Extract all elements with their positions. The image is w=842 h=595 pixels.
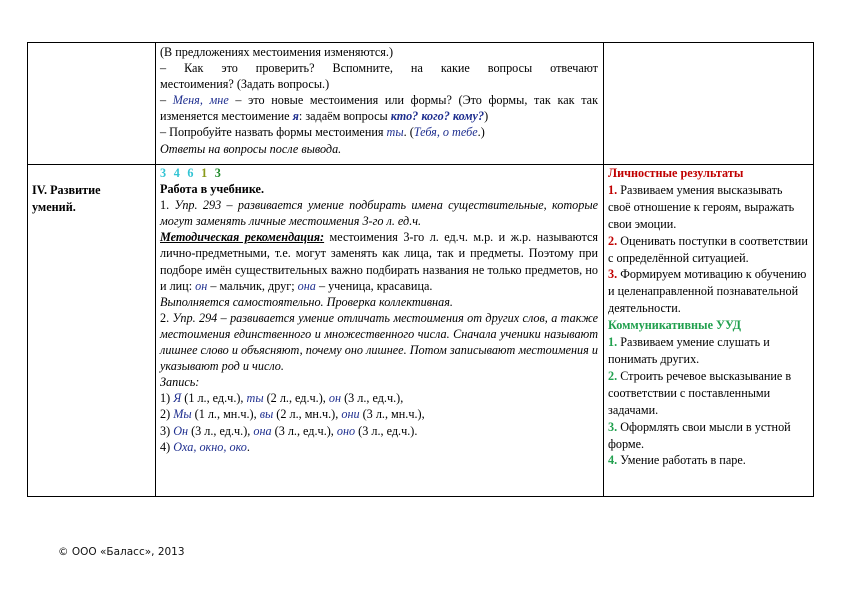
record-line: 2) Мы (1 л., мн.ч.), вы (2 л., мн.ч.), они (3 л., мн.ч.), — [160, 407, 425, 422]
text-line: (В предложениях местоимения изменяются.) — [160, 45, 394, 59]
outcome-item: 2. Оценивать поступки в соответствии с определённой ситуацией. — [608, 233, 808, 265]
outcome-item: 1. Развиваем умение слушать и понимать других. — [608, 335, 770, 366]
personal-results-heading: Личностные результаты — [608, 166, 744, 180]
record-line: 1) Я (1 л., ед.ч.), ты (2 л., ед.ч.), он (3 л., ед.ч.), — [160, 391, 404, 406]
outcome-item: 3. Формируем мотивацию к обучению и целенаправленной познавательной деятельности. — [608, 267, 807, 316]
table-bottom-border — [27, 496, 814, 497]
record-label: Запись: — [160, 375, 200, 390]
table-left-border — [27, 42, 28, 497]
method-note: Методическая рекомендация: местоимения 3-го л. ед.ч. м.р. и ж.р. называются лично-предметными, т.е. могут заменять как лица, так и предметы. Поэтому при подборе имён существительных важно подбирать названия не только предметов, но и лиц: он – мальчик, друг; она – ученица, красавица. — [160, 230, 598, 293]
text-line: – Как это проверить? Вспомните, на какие вопросы отвечают — [160, 61, 598, 76]
communicative-heading: Коммуникативные УУД — [608, 318, 742, 333]
outcome-item: 4. Умение работать в паре. — [608, 453, 746, 468]
top-middle-cell — [160, 44, 598, 157]
try-paragraph: – Попробуйте назвать формы местоимения ты. (Тебя, о тебе.) — [160, 125, 485, 140]
column-divider — [155, 42, 156, 497]
lesson-table — [27, 42, 814, 497]
question-paragraph: – Меня, мне – это новые местоимения или формы? (Это формы, так как так изменяется местоимение я: задаём вопросы кто? кого? кому?) — [160, 93, 598, 124]
column-divider — [603, 42, 604, 497]
pronoun-forms: Меня, мне — [172, 93, 229, 108]
outcome-item: 3. Оформлять свои мысли в устной форме. — [608, 419, 791, 451]
table-top-border — [27, 42, 814, 43]
outcome-item: 2. Строить речевое высказывание в соответствии с поставленными задачами. — [608, 368, 792, 417]
self-work-note: Выполняется самостоятельно. Проверка коллективная. — [160, 294, 453, 309]
exercise-294: 2. Упр. 294 – развивается умение отличать местоимения от других слов, а также местоимения единственного и множественного числа. Сначала ученики называют лишнее слово и объясняют, почему оно лишнее. Потом записывают местоимения и указывают род и число. — [160, 310, 598, 374]
record-line: 3) Он (3 л., ед.ч.), она (3 л., ед.ч.), оно (3 л., ед.ч.). — [160, 423, 418, 438]
copyright-footer: © ООО «Баласс», 2013 — [58, 546, 185, 558]
outcomes-cell — [608, 165, 808, 469]
table-right-border — [813, 42, 814, 497]
answers-note: Ответы на вопросы после вывода. — [160, 141, 342, 156]
record-line: 4) Оха, окно, око. — [160, 439, 250, 454]
outcome-item: 1. Развиваем умения высказывать своё отношение к героям, выражать свои эмоции. — [608, 182, 795, 231]
question-words: кто? кого? кому? — [390, 109, 485, 124]
text-line: местоимения? (Задать вопросы.) — [160, 77, 330, 92]
stage-label: IV. Развитие умений. — [32, 183, 101, 214]
exercise-293: 1. Упр. 293 – развивается умение подбирать имена существительные, которые могут заменять личные местоимения 3-го л. ед.ч. — [160, 198, 599, 229]
section-heading: Работа в учебнике. — [160, 182, 264, 197]
digit-row: 3 4 6 1 3 — [160, 166, 222, 180]
middle-cell — [160, 165, 598, 455]
